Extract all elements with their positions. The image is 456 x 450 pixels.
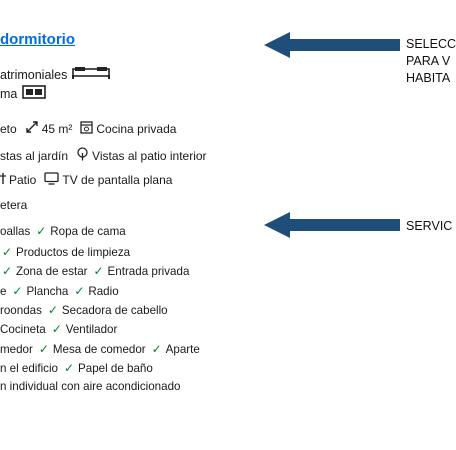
fact-item: [80, 121, 176, 137]
fact-item: [44, 172, 172, 188]
amenity-label: n el edificio: [0, 361, 59, 375]
amenity-item: [16, 246, 130, 259]
amenity-label: Radio: [88, 284, 119, 298]
annotation-line: HABITA: [406, 71, 451, 85]
fact-item: [0, 172, 36, 188]
bed-row-2: [0, 85, 46, 103]
amenity-item: [0, 304, 42, 317]
bed-label: atrimoniales: [0, 67, 68, 82]
annotation-note-1: [406, 36, 456, 87]
fact-label: Patio: [9, 173, 37, 187]
amenity-label: oallas: [0, 224, 31, 238]
patio-icon: [0, 172, 6, 188]
fact-label: eto: [0, 122, 17, 136]
amenity-item: [108, 265, 190, 278]
check-icon: ✓: [12, 284, 23, 298]
amenity-item: [0, 343, 33, 356]
amenity-label: Plancha: [26, 284, 69, 298]
amenity-row: [0, 264, 189, 278]
amenity-item: [53, 343, 146, 356]
amenity-item: [0, 380, 180, 393]
amenity-label: Aparte: [165, 342, 200, 356]
check-icon: ✓: [51, 322, 62, 336]
amenity-item: [0, 225, 30, 238]
amenity-row: [0, 284, 119, 298]
amenity-item: [62, 304, 168, 317]
amenity-label: n individual con aire acondicionado: [0, 380, 181, 393]
room-title-link[interactable]: dormitorio: [0, 31, 75, 48]
room-facts-row-2: [0, 147, 215, 164]
bed-label: ma: [0, 87, 18, 101]
amenity-item: [166, 343, 200, 356]
room-facts-row-1: [0, 121, 184, 137]
amenity-row: [0, 361, 153, 375]
amenity-label: Productos de limpieza: [16, 245, 131, 259]
amenity-label: Papel de baño: [78, 361, 153, 375]
amenity-item: [26, 285, 68, 298]
annotation-arrow-left-icon: [262, 210, 402, 240]
amenity-item: [88, 285, 118, 298]
fact-item: [0, 198, 27, 212]
amenity-item: [0, 285, 6, 298]
annotation-line: PARA V: [406, 54, 451, 68]
kitchen-icon: [80, 121, 93, 137]
amenity-label: Mesa de comedor: [52, 342, 146, 356]
bed-row-1: [0, 66, 110, 83]
check-icon: ✓: [38, 342, 49, 356]
check-icon: ✓: [1, 264, 13, 278]
amenity-item: [16, 265, 88, 278]
check-icon: ✓: [151, 342, 162, 356]
annotation-line: SELECC: [406, 37, 456, 51]
amenity-row: [0, 322, 117, 336]
amenity-item: [66, 323, 118, 336]
fact-label: TV de pantalla plana: [62, 173, 173, 187]
tv-icon: [44, 172, 59, 188]
tree-icon: [76, 147, 89, 164]
check-icon: ✓: [1, 245, 13, 259]
fact-label: stas al jardín: [0, 148, 69, 163]
fact-label: Vistas al patio interior: [92, 148, 207, 163]
fact-item: [0, 149, 68, 163]
annotation-note-2: [406, 218, 452, 235]
check-icon: ✓: [63, 361, 75, 375]
check-icon: ✓: [47, 303, 58, 317]
amenity-label: Entrada privada: [107, 264, 190, 278]
amenity-item: [78, 362, 153, 375]
amenity-label: Ropa de cama: [50, 224, 126, 238]
fact-item: [0, 122, 17, 136]
amenity-label: medor: [0, 342, 33, 356]
room-facts-row-4: [0, 198, 35, 212]
check-icon: ✓: [93, 264, 104, 278]
fact-item: [76, 147, 207, 164]
amenity-row: [0, 342, 200, 356]
amenity-item: [50, 225, 125, 238]
amenity-row: [0, 224, 126, 238]
fact-label: etera: [0, 198, 28, 212]
amenity-label: Cocineta: [0, 322, 46, 336]
amenity-row: [0, 245, 130, 259]
amenity-row: [0, 303, 168, 317]
double-bed-icon: [72, 66, 110, 83]
amenity-label: e: [0, 284, 7, 298]
room-facts-row-3: [0, 172, 180, 188]
amenity-item: [0, 362, 58, 375]
check-icon: ✓: [36, 224, 47, 238]
fact-item: [25, 121, 73, 137]
sofa-bed-icon: [22, 85, 46, 103]
fact-label: Cocina privada: [96, 122, 177, 136]
amenity-label: Ventilador: [65, 322, 118, 336]
room-size-icon: [25, 121, 39, 137]
fact-label: 45 m²: [41, 122, 73, 136]
check-icon: ✓: [74, 284, 85, 298]
amenity-label: roondas: [0, 303, 42, 317]
annotation-arrow-left-icon: [262, 30, 402, 60]
amenity-row: [0, 380, 180, 393]
amenity-item: [0, 323, 46, 336]
annotation-line: SERVIC: [406, 219, 453, 233]
amenity-label: Zona de estar: [16, 264, 88, 278]
amenity-label: Secadora de cabello: [61, 303, 168, 317]
